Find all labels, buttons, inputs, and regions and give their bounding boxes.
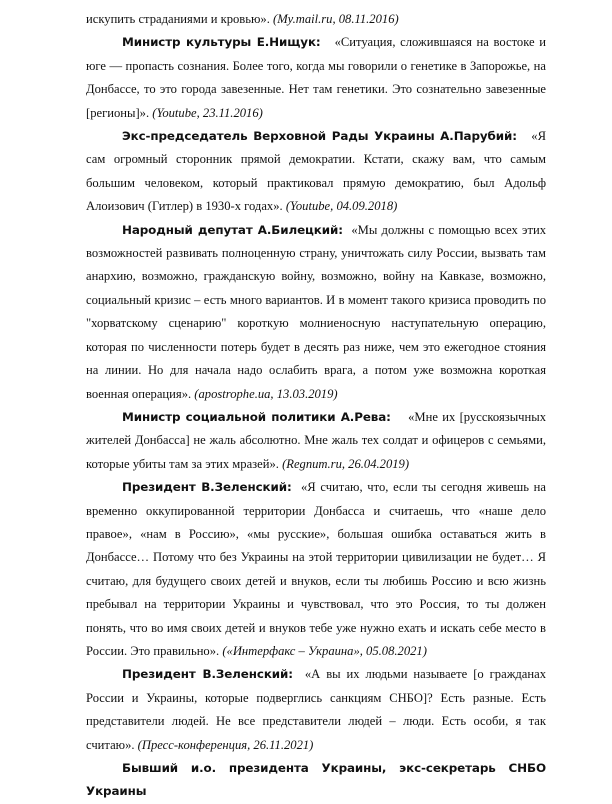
quote-paragraph	[86, 663, 546, 757]
speaker-name: Народный депутат А.Билецкий:	[122, 222, 343, 237]
quote-paragraph	[86, 219, 546, 406]
quote-text: «А вы их людьми называете [о гражданах России и Украины, которые подверглись санкциям СНБО]? Есть разные. Есть представители людей. Не все представители людей – люди. Есть особи, я так считаю».	[86, 667, 547, 752]
quote-text: «Я сам огромный сторонник прямой демократии. Кстати, скажу вам, что самым большим человеком, который практиковал прямую демократию, был Адольф Алоизович (Гитлер) в 1930-х годах».	[86, 129, 546, 214]
speaker-name: Президент В.Зеленский:	[122, 667, 293, 682]
quote-text: «Мне их [русскоязычных жителей Донбасса] не жаль абсолютно. Мне жаль тех солдат и офицеров с семьями, которые убиты там за этих мразей».	[86, 409, 546, 471]
quote-paragraph	[86, 125, 546, 219]
quote-source: (apostrophe.ua, 13.03.2019)	[194, 386, 338, 401]
quote-source: (Youtube, 23.11.2016)	[152, 105, 263, 120]
quote-paragraph	[86, 757, 546, 804]
quote-text: «Ситуация, сложившаяся на востоке и юге — пропасть сознания. Более того, когда мы говорили о генетике в Запорожье, на Донбассе, то это города завезенные. Нет там генетики. Это сознательно завезенные [регионы]».	[86, 35, 547, 120]
quote-continuation	[86, 8, 546, 31]
quote-source: (Пресс-конференция, 26.11.2021)	[137, 737, 314, 752]
quote-paragraph	[86, 476, 546, 663]
quote-source: (My.mail.ru, 08.11.2016)	[273, 12, 399, 26]
quote-paragraph	[86, 31, 546, 125]
speaker-name: Министр культуры Е.Нищук:	[122, 35, 321, 50]
quote-paragraph	[86, 406, 546, 476]
quote-text: искупить страданиями и кровью».	[86, 12, 273, 26]
speaker-name: Министр социальной политики А.Рева:	[122, 409, 391, 424]
quote-source: («Интерфакс – Украина», 05.08.2021)	[222, 643, 427, 658]
speaker-name: Экс-председатель Верховной Рады Украины А.Парубий:	[122, 129, 517, 144]
speaker-name: Бывший и.о. президента Украины, экс-секретарь СНБО Украины	[86, 761, 546, 799]
speaker-name: Президент В.Зеленский:	[122, 480, 292, 495]
quote-source: (Regnum.ru, 26.04.2019)	[282, 456, 410, 471]
quote-text: «Я считаю, что, если ты сегодня живешь на временно оккупированной территории Донбасса и считаешь, что «наше дело правое», «нам в Россию», «мы русские», большая ошибка оставаться жить в Донбассе… Потому что без Украины на этой территории цивилизации не будет… Я считаю, для будущего своих детей и внуков, если ты любишь Россию и всю жизнь пребывал на территории Украины и чувствовал, что это Россия, то ты должен понять, что во имя своих детей и внуков тебе уже нужно ехать и искать себе место в России. Это правильно».	[86, 480, 546, 658]
quote-source: (Youtube, 04.09.2018)	[285, 199, 398, 214]
quote-text: «Мы должны с помощью всех этих возможностей развивать полноценную страну, уничтожать силу России, вызвать там анархию, возможно, гражданскую войну, возможно, войну на Кавказе, возможно, социальный кризис – есть много вариантов. И в момент такого кризиса проводить по "хорватскому сценарию" короткую молниеносную наступательную операцию, которая по численности потерь будет в десять раз ниже, чем это ежегодное стояния на линии. Но для начала надо ослабить врага, а потом уже возможна короткая военная операция».	[86, 222, 547, 401]
